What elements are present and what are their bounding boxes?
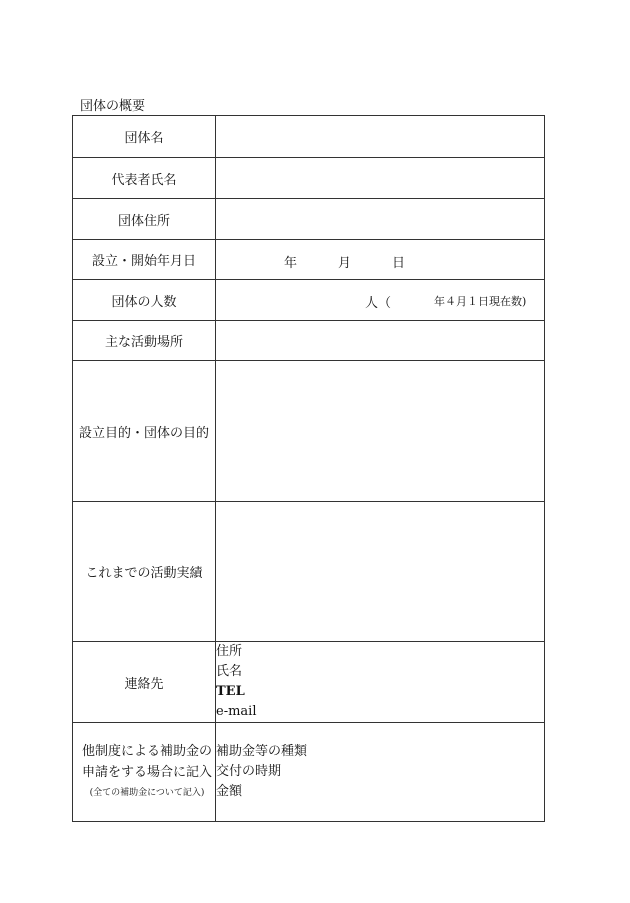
field-member-count[interactable] — [216, 280, 545, 321]
subsidy-amount-label: 金額 — [216, 784, 243, 799]
field-organization-name[interactable] — [216, 116, 545, 158]
label-established-date: 設立・開始年月日 — [73, 240, 216, 280]
row-contact — [73, 642, 545, 723]
label-address: 団体住所 — [73, 199, 216, 240]
label-other-subsidy — [73, 723, 216, 822]
row-representative — [73, 158, 545, 199]
field-other-subsidy[interactable] — [216, 723, 545, 822]
row-purpose — [73, 361, 545, 502]
label-contact: 連絡先 — [73, 642, 216, 723]
contact-email-label: e-mail — [216, 704, 257, 719]
label-organization-name: 団体名 — [73, 116, 216, 158]
organization-summary-table — [72, 115, 545, 822]
field-contact[interactable] — [216, 642, 545, 723]
contact-tel-label: TEL — [216, 684, 245, 699]
other-subsidy-note: (全ての補助金について記入) — [89, 787, 205, 798]
as-of-note: 年４月１日現在数) — [434, 295, 527, 308]
person-unit: 人（ — [365, 296, 392, 311]
row-address — [73, 199, 545, 240]
label-purpose: 設立目的・団体の目的 — [73, 361, 216, 502]
row-other-subsidy — [73, 723, 545, 822]
subsidy-timing-label: 交付の時期 — [216, 764, 282, 779]
subsidy-type-label: 補助金等の種類 — [216, 744, 308, 759]
label-achievements: これまでの活動実績 — [73, 502, 216, 642]
contact-address-label: 住所 — [216, 644, 243, 659]
field-achievements[interactable] — [216, 502, 545, 642]
label-representative: 代表者氏名 — [73, 158, 216, 199]
other-subsidy-line1: 他制度による補助金の — [81, 743, 212, 759]
row-activity-place — [73, 321, 545, 361]
field-established-date[interactable] — [216, 240, 545, 280]
field-activity-place[interactable] — [216, 321, 545, 361]
year-unit: 年 — [284, 255, 298, 271]
month-unit: 月 — [338, 255, 352, 271]
field-purpose[interactable] — [216, 361, 545, 502]
row-organization-name — [73, 116, 545, 158]
day-unit: 日 — [392, 255, 406, 271]
field-address[interactable] — [216, 199, 545, 240]
row-achievements — [73, 502, 545, 642]
contact-name-label: 氏名 — [216, 664, 243, 679]
label-activity-place: 主な活動場所 — [73, 321, 216, 361]
section-heading: 団体の概要 — [80, 99, 146, 114]
label-member-count: 団体の人数 — [73, 280, 216, 321]
row-member-count — [73, 280, 545, 321]
row-established-date — [73, 240, 545, 280]
other-subsidy-line2: 申請をする場合に記入 — [81, 764, 212, 780]
field-representative[interactable] — [216, 158, 545, 199]
